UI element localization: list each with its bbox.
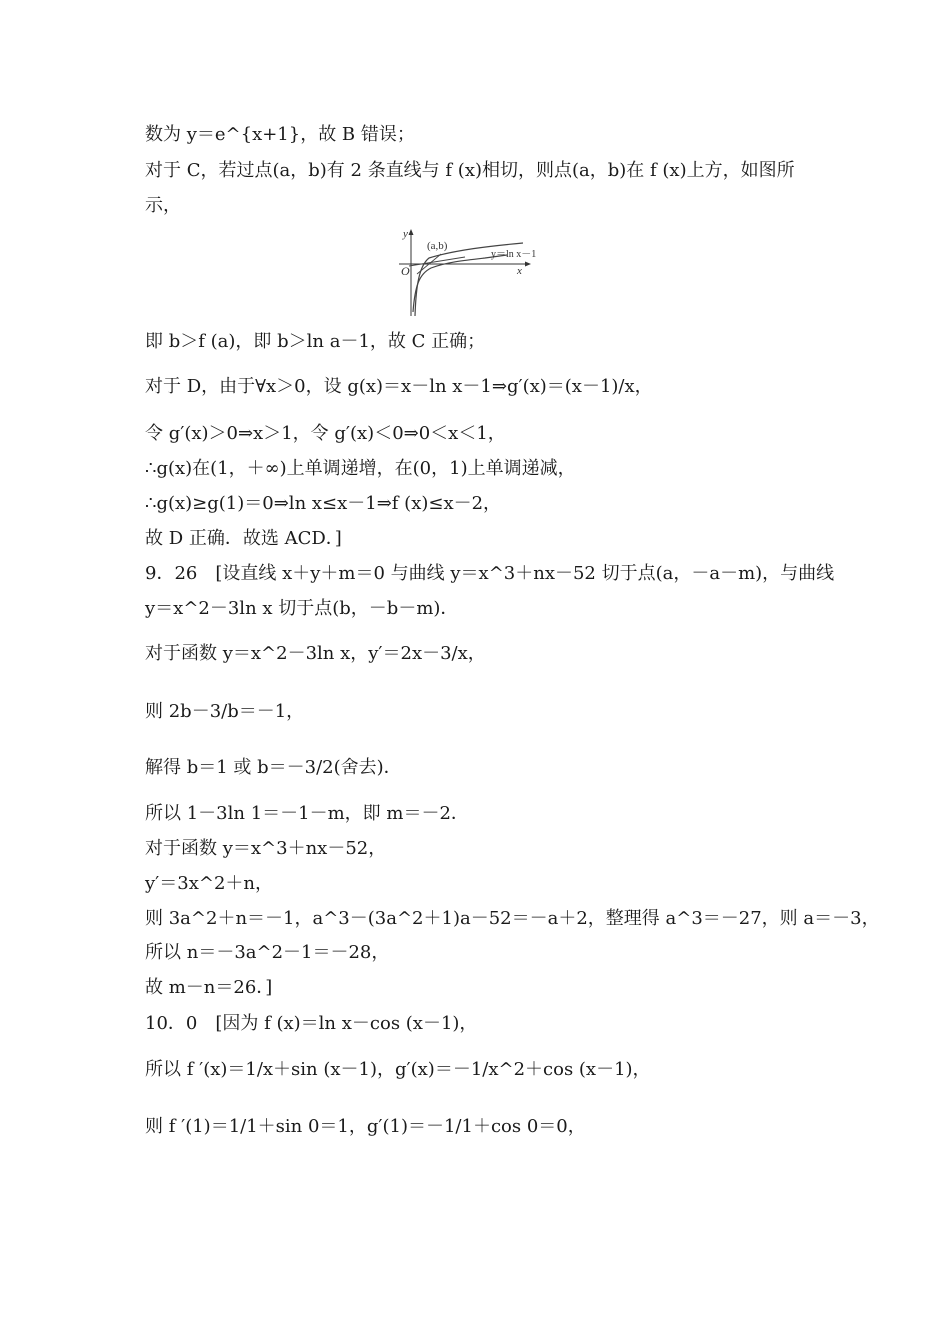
y-axis-label: y [403, 228, 408, 240]
line-7: ∴g(x)在(1，＋∞)上单调递增，在(0，1)上单调递减， [145, 458, 576, 479]
line-21: 10．0 [因为 f (x)＝ln x－cos (x－1)， [145, 1013, 478, 1034]
line-12: 对于函数 y＝x^2－3ln x，y′＝2x－3/x， [145, 643, 486, 664]
line-10: 9．26 [设直线 x＋y＋m＝0 与曲线 y＝x^3＋nx－52 切于点(a，－a－m)，与曲线 [145, 563, 835, 584]
line-11: y＝x^2－3ln x 切于点(b，－b－m)． [145, 598, 459, 619]
x-axis-label: x [517, 265, 522, 277]
line-8: ∴g(x)≥g(1)＝0⇒ln x≤x－1⇒f (x)≤x－2， [145, 493, 502, 514]
line-22: 所以 f ′(x)＝1/x＋sin (x－1)，g′(x)＝－1/x^2＋cos (x－1)， [145, 1059, 651, 1080]
line-1: 数为 y＝e^{x+1}，故 B 错误； [145, 124, 415, 145]
curve-label: y＝ln x－1 [491, 249, 537, 260]
line-13: 则 2b－3/b＝－1， [145, 701, 305, 722]
line-14: 解得 b＝1 或 b＝－3/2(舍去)． [145, 757, 402, 778]
line-9: 故 D 正确．故选 ACD．] [145, 528, 342, 549]
line-15: 所以 1－3ln 1＝－1－m，即 m＝－2． [145, 803, 469, 824]
point-label: (a,b) [427, 240, 448, 252]
line-17: y′＝3x^2＋n， [145, 873, 273, 894]
line-23: 则 f ′(1)＝1/1＋sin 0＝1，g′(1)＝－1/1＋cos 0＝0， [145, 1116, 586, 1137]
graph-figure [395, 226, 555, 318]
line-3: 示， [145, 195, 181, 216]
line-2: 对于 C，若过点(a，b)有 2 条直线与 f (x)相切，则点(a，b)在 f (x)上方，如图所 [145, 160, 795, 181]
line-20: 故 m－n＝26．] [145, 977, 273, 998]
line-6: 令 g′(x)＞0⇒x＞1，令 g′(x)＜0⇒0＜x＜1， [145, 423, 506, 444]
origin-label: O [401, 264, 410, 278]
line-4: 即 b＞f (a)，即 b＞ln a－1，故 C 正确； [145, 331, 486, 352]
line-5: 对于 D，由于∀x＞0，设 g(x)＝x－ln x－1⇒g′(x)＝(x－1)/x， [145, 376, 653, 397]
line-19: 所以 n＝－3a^2－1＝－28， [145, 942, 390, 963]
line-18: 则 3a^2＋n＝－1，a^3－(3a^2＋1)a－52＝－a＋2，整理得 a^3＝－27，则 a＝－3， [145, 908, 880, 929]
line-16: 对于函数 y＝x^3＋nx－52， [145, 838, 387, 859]
